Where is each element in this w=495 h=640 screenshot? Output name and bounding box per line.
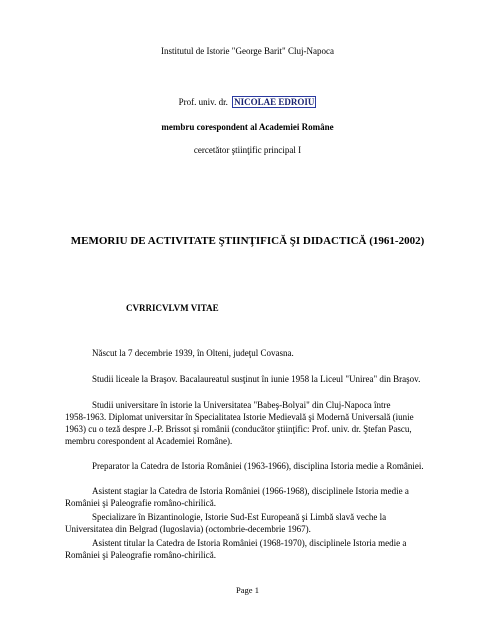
paragraph-line: 1963) cu o teză despre J.-P. Brissot şi românii (conducător ştiinţific: Prof. univ. dr. Ştefan Pascu,: [65, 424, 412, 434]
paragraph-line: României şi Paleografie româno-chirilică.: [65, 550, 216, 560]
cv-paragraph-birth: [65, 347, 294, 359]
author-line: [0, 97, 495, 107]
cv-paragraph-university: [65, 399, 414, 447]
author-prefix: Prof. univ. dr.: [178, 97, 228, 107]
author-name: NICOLAE EDROIU: [234, 97, 315, 107]
paragraph-line: Preparator la Catedra de Istoria României (1963-1966), disciplina Istoria medie a României.: [92, 461, 424, 471]
paragraph-line: 1958-1963. Diplomat universitar în Specialitatea Istorie Medievală şi Modernă Universală (iunie: [65, 412, 414, 422]
cv-paragraph-assistant-titular: [65, 537, 406, 561]
page-number: Page 1: [236, 585, 259, 595]
institute-header: Institutul de Istorie "George Barit" Cluj-Napoca: [161, 46, 334, 56]
paragraph-line: Studii universitare în istorie la Universitatea "Babeş-Bolyai" din Cluj-Napoca între: [92, 400, 391, 410]
paragraph-line: Asistent stagiar la Catedra de Istoria României (1966-1968), disciplinele Istoria medie a: [92, 486, 409, 496]
paragraph-line: Specializare în Bizantinologie, Istorie Sud-Est Europeană şi Limbă slavă veche la: [92, 512, 387, 522]
author-membership: membru corespondent al Academiei Române: [161, 122, 334, 132]
cv-paragraph-assistant-trainee: [65, 485, 409, 509]
paragraph-line: României şi Paleografie româno-chirilică.: [65, 498, 216, 508]
document-title: MEMORIU DE ACTIVITATE ŞTIINŢIFICĂ ŞI DIDACTICĂ (1961-2002): [70, 235, 425, 247]
paragraph-line: Asistent titular la Catedra de Istoria României (1968-1970), disciplinele Istoria medie a: [92, 538, 407, 548]
cv-heading: CVRRICVLVM VITAE: [126, 303, 219, 313]
paragraph-line: Studii liceale la Braşov. Bacalaureatul susţinut în iunie 1958 la Liceul "Unirea" din Braşov.: [92, 374, 421, 384]
paragraph-line: Universitatea din Belgrad (Iugoslavia) (octombrie-decembrie 1967).: [65, 524, 311, 534]
cv-paragraph-specialization: [65, 511, 386, 535]
author-position: cercetător ştiinţific principal I: [193, 145, 302, 155]
cv-paragraph-highschool: [65, 373, 420, 385]
cv-paragraph-preparator: [65, 460, 424, 472]
paragraph-line: membru corespondent al Academiei Române).: [65, 436, 233, 446]
paragraph-line: Născut la 7 decembrie 1939, în Olteni, judeţul Covasna.: [92, 348, 294, 358]
